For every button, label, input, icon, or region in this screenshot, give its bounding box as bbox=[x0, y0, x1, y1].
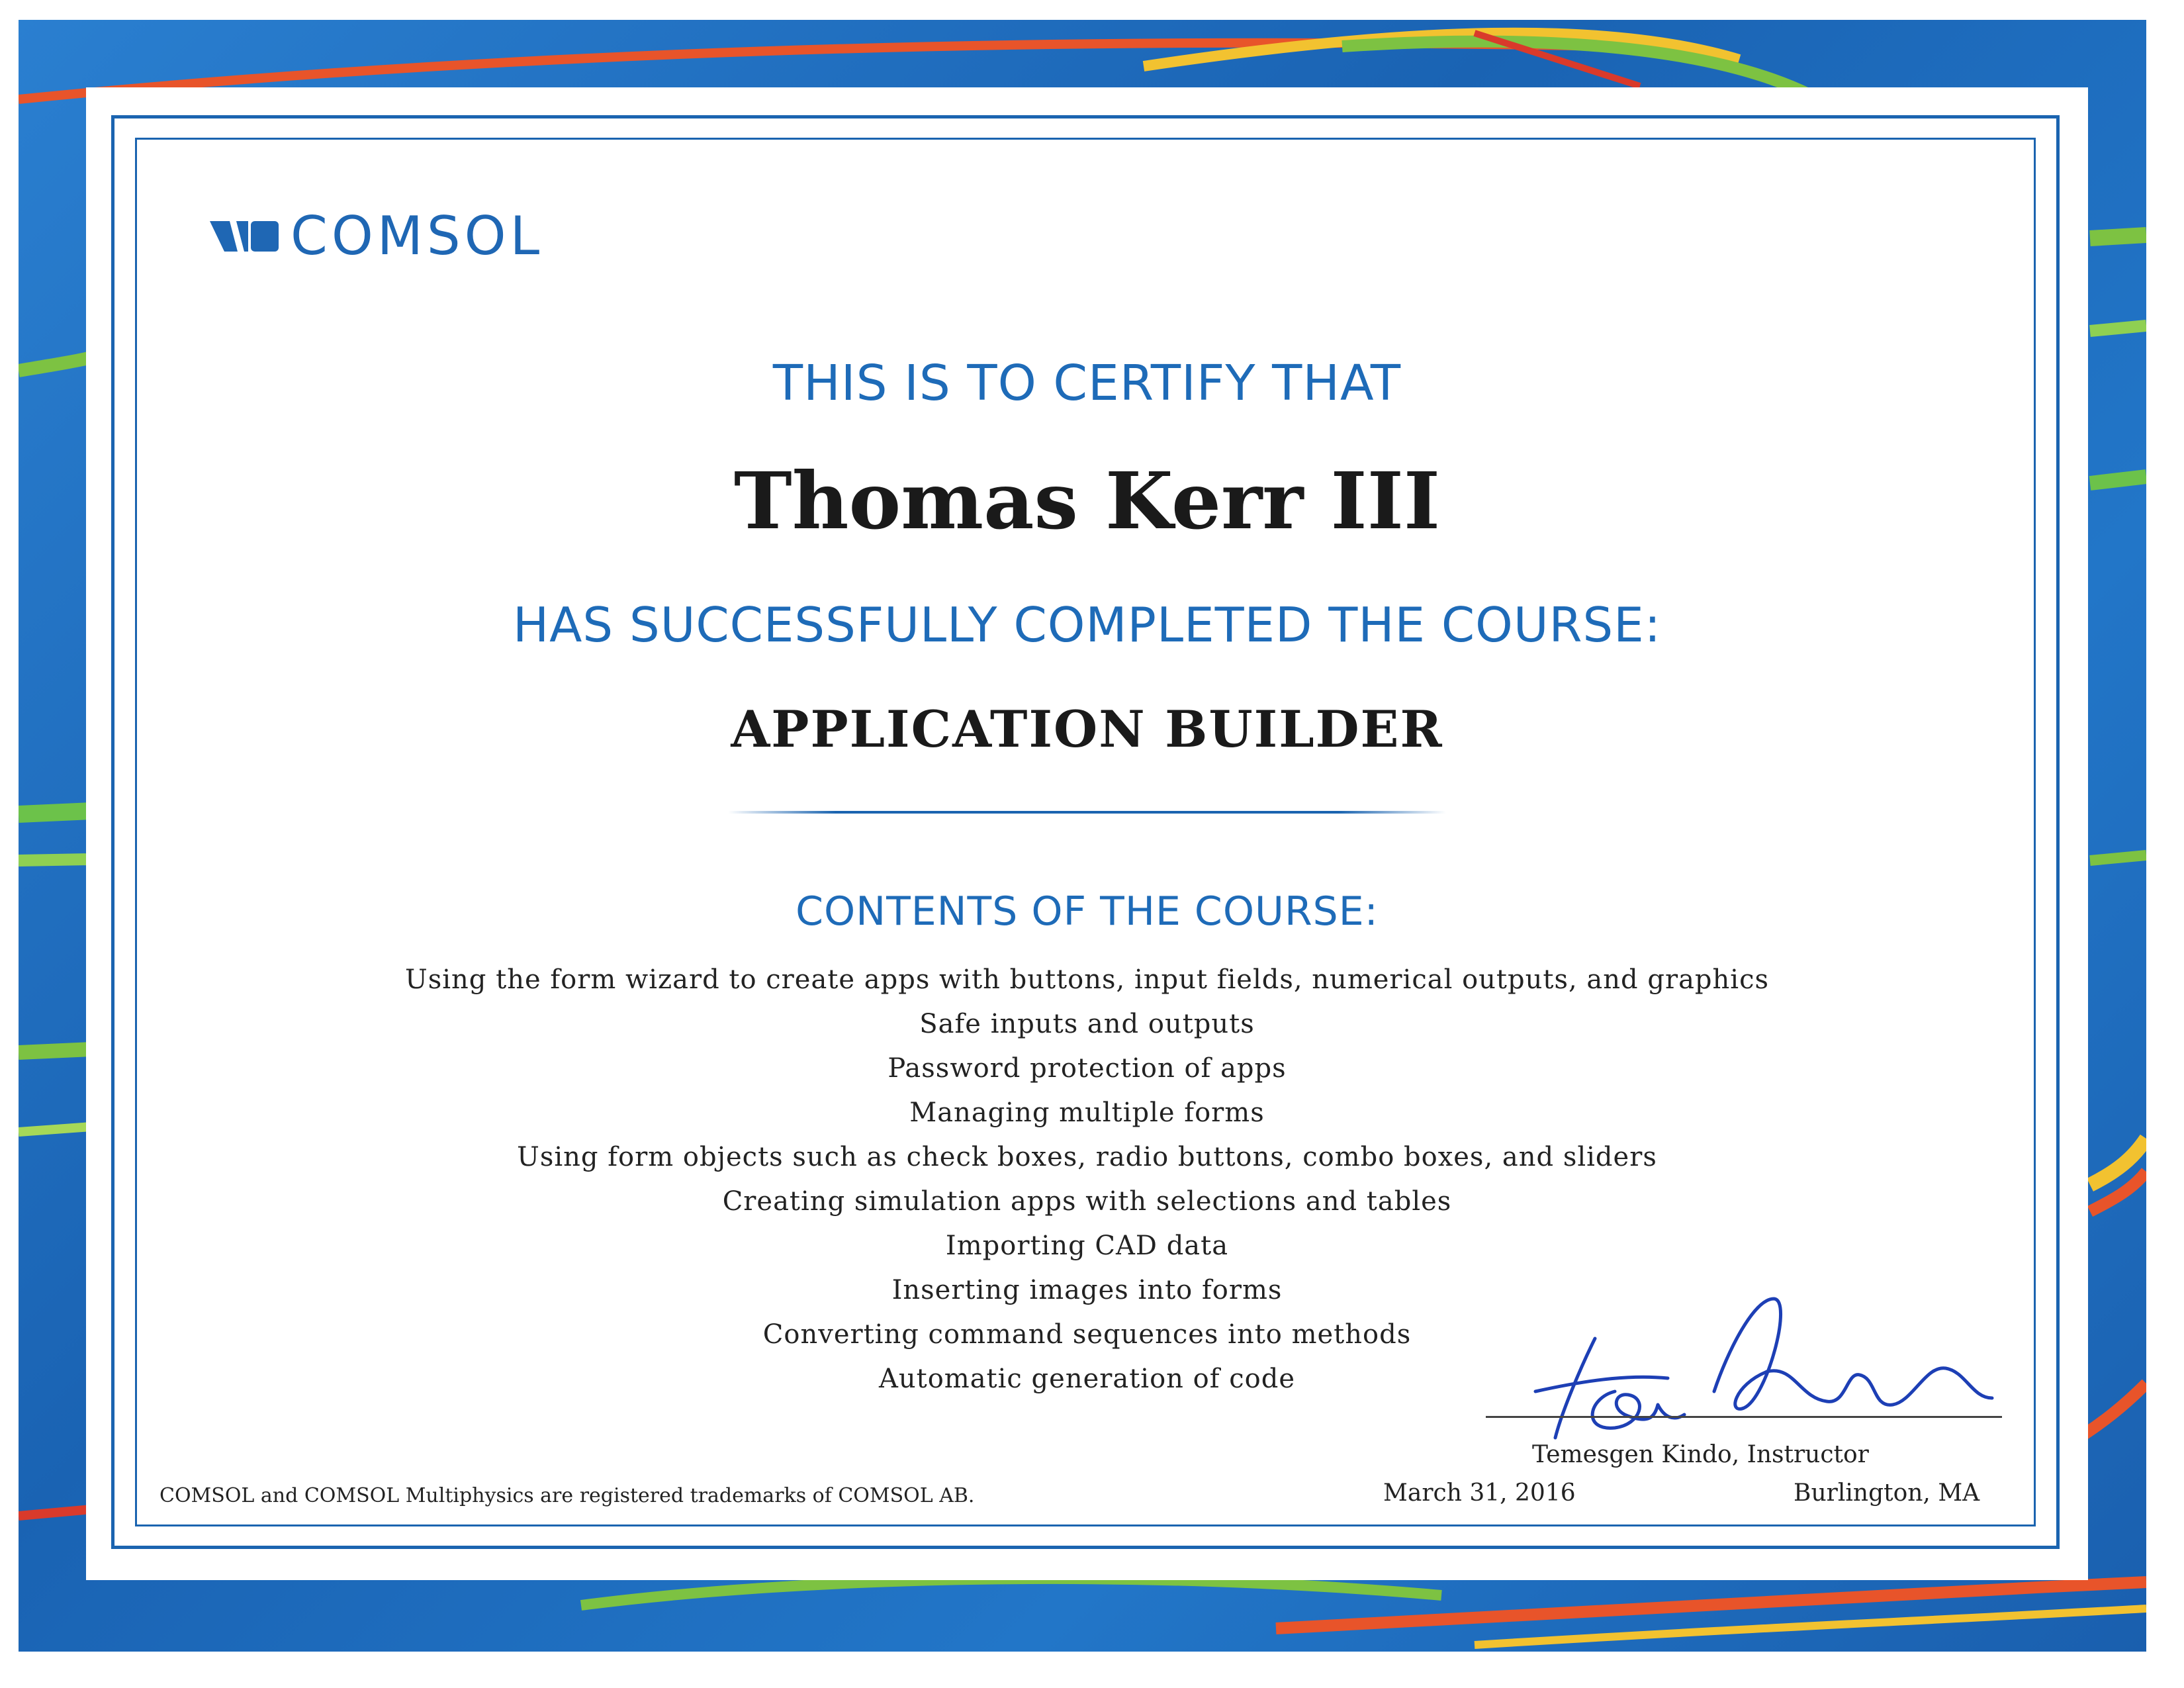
list-item: Using the form wizard to create apps with buttons, input fields, numerical outputs, and graphics bbox=[405, 964, 1769, 995]
issue-location: Burlington, MA bbox=[1794, 1479, 1980, 1507]
list-item: Password protection of apps bbox=[887, 1053, 1287, 1084]
issue-date: March 31, 2016 bbox=[1383, 1479, 1576, 1507]
recipient-name: Thomas Kerr III bbox=[733, 455, 1441, 547]
list-item: Using form objects such as check boxes, radio buttons, combo boxes, and sliders bbox=[517, 1142, 1657, 1172]
certify-heading: THIS IS TO CERTIFY THAT bbox=[772, 355, 1402, 412]
list-item: Inserting images into forms bbox=[891, 1275, 1283, 1305]
list-item: Creating simulation apps with selections and tables bbox=[722, 1186, 1452, 1217]
list-item: Managing multiple forms bbox=[909, 1098, 1265, 1128]
instructor-name: Temesgen Kindo, Instructor bbox=[1532, 1441, 1869, 1468]
course-name: APPLICATION BUILDER bbox=[731, 700, 1443, 759]
divider bbox=[728, 811, 1446, 814]
list-item: Importing CAD data bbox=[945, 1231, 1229, 1261]
completed-heading: HAS SUCCESSFULLY COMPLETED THE COURSE: bbox=[513, 597, 1661, 653]
contents-heading: CONTENTS OF THE COURSE: bbox=[796, 888, 1379, 935]
comsol-logo-mark-icon bbox=[210, 216, 281, 257]
signature-line bbox=[1486, 1416, 2002, 1418]
logo-text: COMSOL bbox=[291, 205, 544, 267]
trademark-notice: COMSOL and COMSOL Multiphysics are registered trademarks of COMSOL AB. bbox=[159, 1484, 975, 1507]
list-item: Safe inputs and outputs bbox=[919, 1009, 1255, 1039]
list-item: Converting command sequences into methods bbox=[762, 1319, 1412, 1350]
instructor-signature bbox=[1516, 1266, 2019, 1464]
certificate-card bbox=[86, 87, 2088, 1580]
comsol-logo bbox=[210, 205, 544, 267]
list-item: Automatic generation of code bbox=[878, 1364, 1296, 1394]
